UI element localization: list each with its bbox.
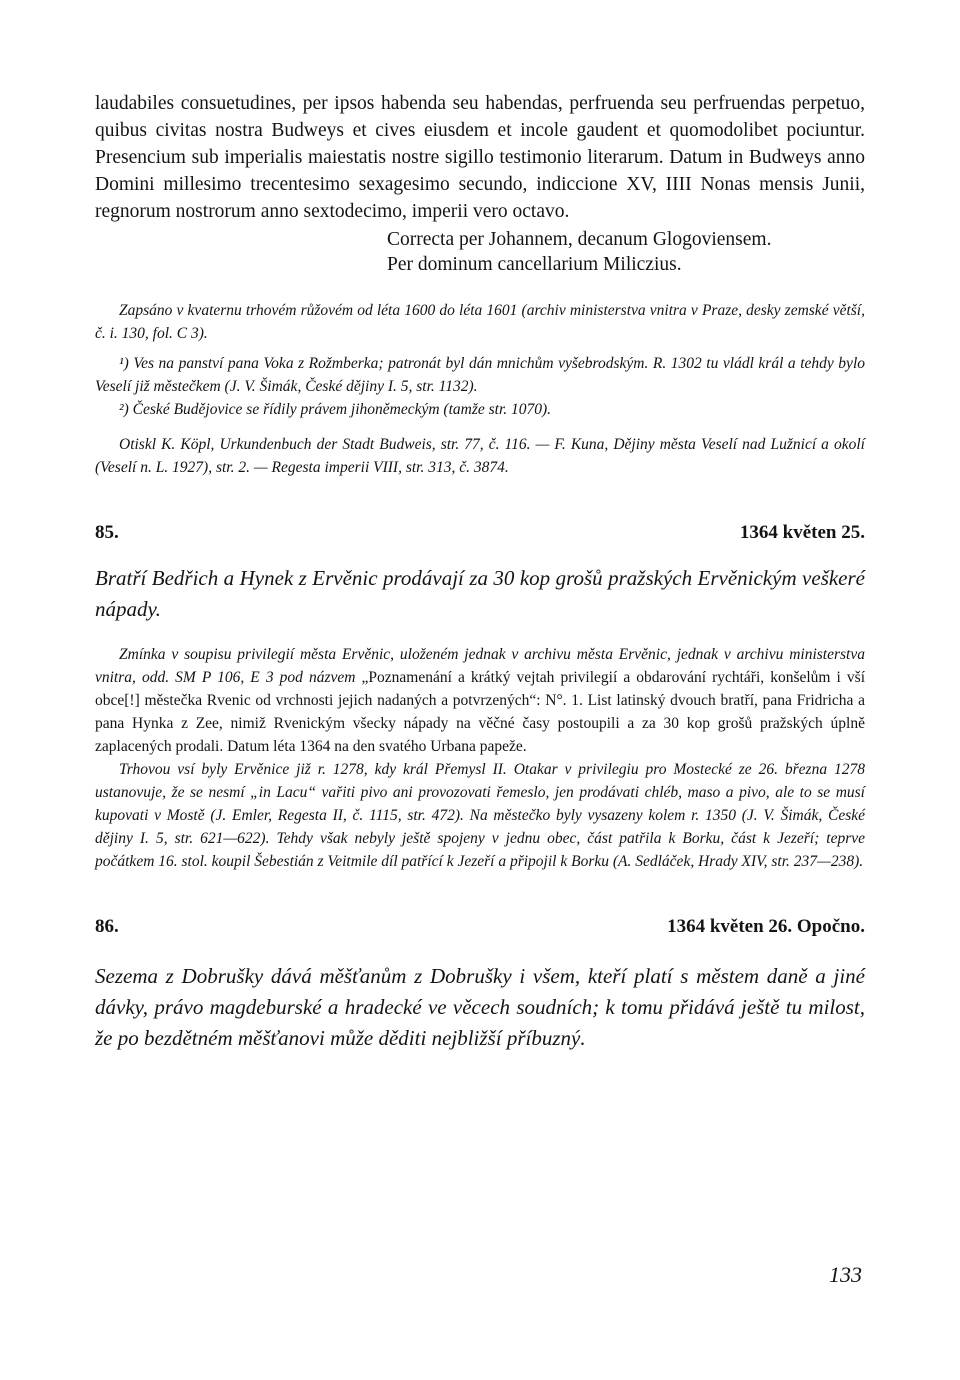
charter-text-continuation: laudabiles consuetudines, per ipsos habenda seu habendas, perfruenda seu perfruendas perpetuo, quibus civitas nostra Budweys et cives eiusdem et incole gaudent et quomodolibet pociuntur. Presencium sub imperialis maiestatis nostre sigillo testimonio literarum. Datum in Budweys anno Domini millesimo trecentesimo sexagesimo secundo, indiccione XV, IIII Nonas mensis Junii, regnorum nostrorum anno sextodecimo, imperii vero octavo. bbox=[95, 93, 865, 222]
footnote-2: ²) České Budějovice se řídily právem jihoněmeckým (tamže str. 1070). bbox=[119, 401, 552, 418]
entry-85-commentary-paragraph-1 bbox=[95, 643, 865, 758]
page-number: 133 bbox=[829, 1262, 862, 1287]
footnotes bbox=[95, 352, 865, 421]
correction-signature: Correcta per Johannem, decanum Glogoviensem. bbox=[387, 229, 772, 250]
entry-85-commentary-paragraph-2: Trhovou vsí byly Ervěnice již r. 1278, kdy král Přemysl II. Otakar v privilegiu pro Mostecké ze 26. března 1278 ustanovuje, že se nesmí „in Lacu“ vařiti pivo ani provozovati řemeslo, jen prodávati chléb, maso a pivo, ale to se musí kupovati v Mostě (J. Emler, Regesta II, č. 1115, str. 472). Na městečko byly vysazeny kolem r. 1350 (J. V. Šimák, České dějiny I. 5, str. 621—622). Tehdy však nebyly ještě spojeny v jednu obec, část patřila k Borku, část k Jezeří; teprve počátkem 16. stol. koupil Šebestián z Veitmile díl patřící k Jezeří a připojil k Borku (A. Sedláček, Hrady XIV, str. 237—238). bbox=[95, 761, 865, 870]
footnote-1: ¹) Ves na panství pana Voka z Rožmberka; patronát byl dán mnichům vyšebrodským. R. 1302 tu vládl král a tehdy bylo Veselí již městečkem (J. V. Šimák, České dějiny I. 5, str. 1132). bbox=[95, 355, 865, 395]
entry-85-number: 85. bbox=[95, 522, 119, 543]
entry-85-date: 1364 květen 25. bbox=[739, 522, 865, 543]
entry-86-heading bbox=[95, 915, 865, 939]
commentary-source-quote: „Poznamenání a krátký vejtah privilegií a obdarování rychtáři, konšelům i vší obce[!] městečka Rvenic od vrchnosti jejich nadaných a potvrzených“: N°. 1. List latinský dvouch bratří, pana Fridricha a pana Hynka z Zee, nimiž Rvenickým všecky nápady na věčné časy postoupili a za 30 kop grošů pražských úplně zaplacených prodali. Datum léta 1364 na den svatého Urbana papeže. bbox=[95, 669, 865, 755]
commentary-source-italic: Zmínka v soupisu privilegií města Ervěnic, uloženém jednak v archivu města Ervěnic, jednak v archivu ministerstva vnitra, odd. SM P 106, E 3 pod názvem bbox=[95, 646, 865, 686]
entry-85-commentary bbox=[95, 643, 865, 873]
entry-86-number: 86. bbox=[95, 916, 119, 937]
chancellor-signature: Per dominum cancellarium Miliczius. bbox=[387, 254, 682, 275]
record-note: Zapsáno v kvaternu trhovém růžovém od léta 1600 do léta 1601 (archiv ministerstva vnitra v Praze, desky zemské větší, č. i. 130, fol. C 3). bbox=[95, 302, 865, 342]
entry-85-summary: Bratří Bedřich a Hynek z Ervěnic prodávají za 30 kop grošů pražských Ervěnickým veškeré nápady. bbox=[95, 566, 865, 621]
entry-86-date: 1364 květen 26. Opočno. bbox=[667, 916, 865, 937]
entry-85-heading bbox=[95, 521, 865, 545]
print-references: Otiskl K. Köpl, Urkundenbuch der Stadt Budweis, str. 77, č. 116. — F. Kuna, Dějiny města Veselí nad Lužnicí a okolí (Veselí n. L. 1927), str. 2. — Regesta imperii VIII, str. 313, č. 3874. bbox=[95, 436, 865, 476]
document-page bbox=[95, 90, 865, 1054]
entry-86-summary: Sezema z Dobrušky dává měšťanům z Dobrušky i všem, kteří platí s městem daně a jiné dávky, právo magdeburské a hradecké ve věcech soudních; k tomu přidává ještě tu milost, že po bezdětném měšťanovi může děditi nejbližší příbuzný. bbox=[95, 964, 865, 1050]
